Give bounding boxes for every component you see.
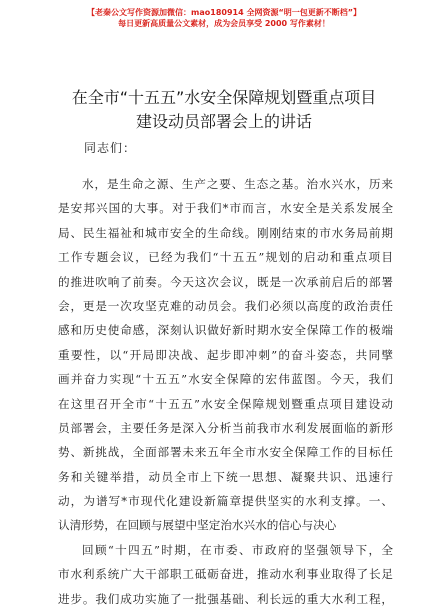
paragraph-1: [58, 172, 393, 538]
text-line: 市水利系统广大干部职工砥砺奋进，推动水利事业取得了长足: [58, 567, 393, 582]
text-line: 是安邦兴国的大事。对于我们*市而言，水安全是关系发展全: [58, 201, 393, 216]
text-line: 感和历史使命感，深刻认识做好新时期水安全保障工作的极端: [58, 323, 393, 338]
text-line: 回顾“十四五”时期，在市委、市政府的坚强领导下，全: [82, 542, 393, 557]
document-title-line-2: 建设动员部署会上的讲话: [135, 112, 312, 131]
text-line: 会，更是一次攻坚克难的动员会。我们必须以高度的政治责任: [58, 298, 393, 313]
document-title-line-1: 在全市“十五五”水安全保障规划暨重点项目: [71, 88, 377, 107]
text-line: 势、新挑战，全面部署未来五年全市水安全保障工作的目标任: [58, 445, 393, 460]
text-line: 局、民生福祉和城市安全的生命线。刚刚结束的市水务局前期: [58, 225, 393, 240]
text-line: 工作专题会议，已经为我们“十五五”规划的启动和重点项目: [58, 250, 393, 265]
text-line: 画并奋力实现“十五五”水安全保障的宏伟蓝图。今天，我们: [58, 372, 393, 387]
text-line: 员部署会，主要任务是深入分析当前我市水利发展面临的新形: [58, 420, 393, 435]
text-line: 水，是生命之源、生产之要、生态之基。治水兴水，历来: [82, 177, 393, 191]
text-line: 进步。我们成功实施了一批强基础、利长远的重大水利工程，: [58, 591, 393, 606]
text-line: 的推进吹响了前奏。今天这次会议，既是一次承前启后的部署: [58, 274, 393, 289]
text-line: 务和关键举措，动员全市上下统一思想、凝聚共识、迅速行: [58, 469, 393, 484]
text-line: 动，为谱写*市现代化建设新篇章提供坚实的水利支撑。一、: [58, 494, 393, 509]
paragraph-2: [58, 538, 393, 611]
salutation: 同志们：: [84, 141, 137, 155]
speech-body: [58, 172, 393, 611]
promo-banner-line-1: 【老秦公文写作资源加微信：mao180914 全网资源“明一包更新不断档”】: [87, 8, 361, 17]
text-line: 认清形势，在回顾与展望中坚定治水兴水的信心与决心: [58, 518, 337, 533]
text-line: 重要性，以“开局即决战、起步即冲刺”的奋斗姿态，共同擘: [58, 347, 393, 362]
text-line: 在这里召开全市“十五五”水安全保障规划暨重点项目建设动: [58, 396, 393, 411]
promo-banner-line-2: 每日更新高质量公文素材，成为会员享受 2000 写作素材！: [118, 19, 330, 28]
